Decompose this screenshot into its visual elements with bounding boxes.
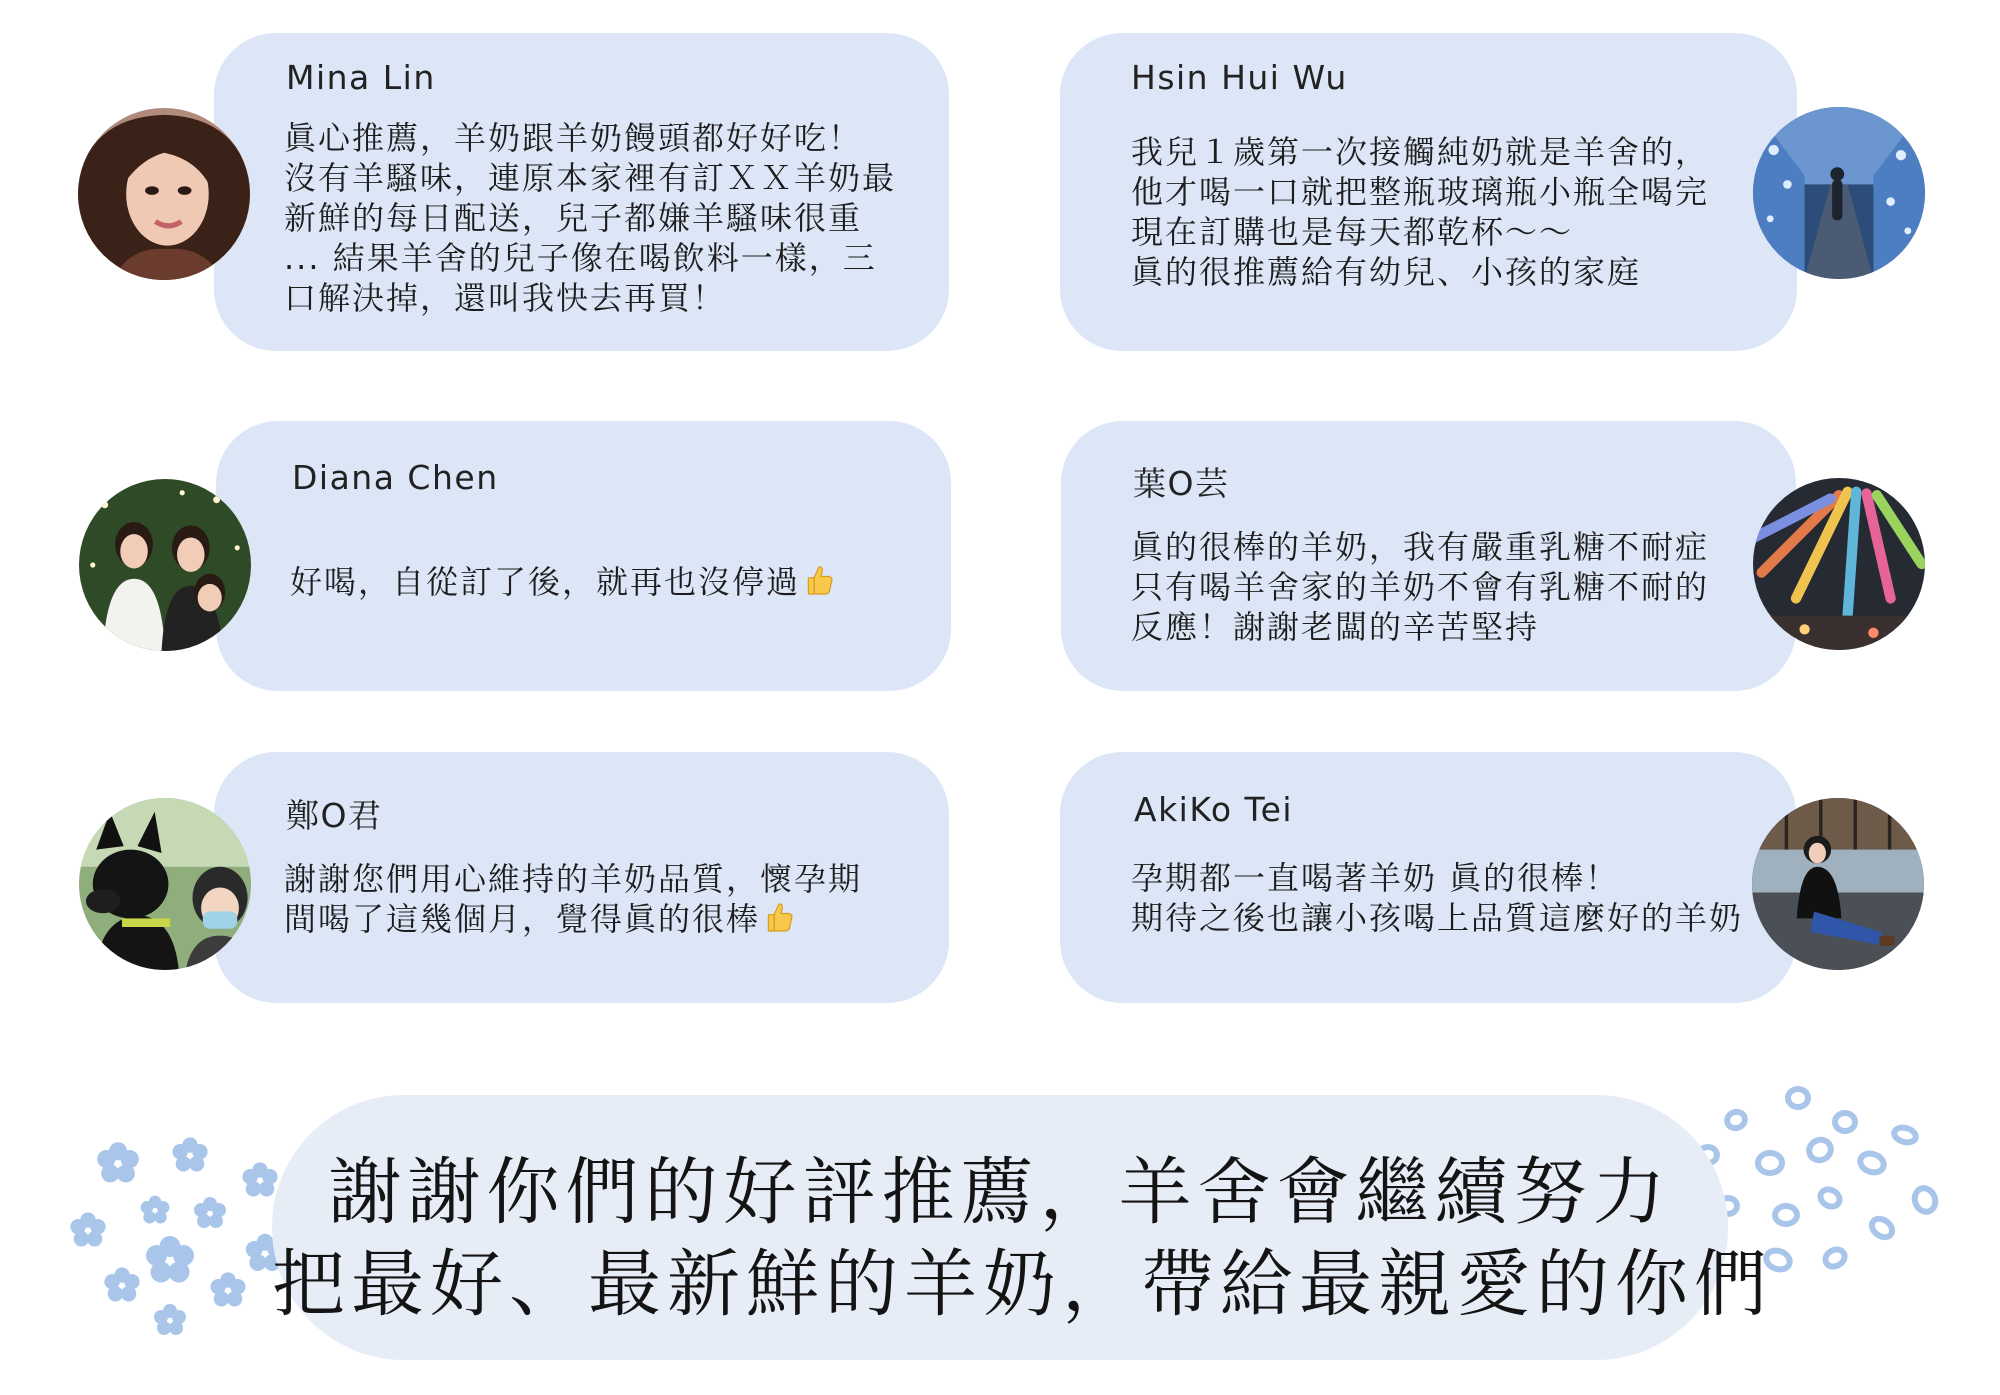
review-text: 眞的很棒的羊奶，我有嚴重乳糖不耐症 只有喝羊舍家的羊奶不會有乳糖不耐的 反應！謝謝老闆的辛苦堅持: [1131, 528, 1710, 646]
thank-you-banner: [272, 1095, 1773, 1360]
review-text: 我兒１歲第一次接觸純奶就是羊舍的， 他才喝一口就把整瓶玻璃瓶小瓶全喝完 現在訂購也是每天都乾杯～～ 眞的很推薦給有幼兒、小孩的家庭: [1131, 133, 1710, 291]
review-text: 孕期都一直喝著羊奶 眞的很棒！ 期待之後也讓小孩喝上品質這麼好的羊奶: [1131, 859, 1744, 937]
thumbs-up-emoji-icon: [766, 900, 794, 934]
review-text: 好喝，自從訂了後，就再也沒停過: [290, 562, 834, 602]
blue-flowers-cluster-icon: [60, 1125, 300, 1345]
person-sitting-station-photo-icon: [1752, 798, 1924, 970]
review-text: 眞心推薦，羊奶跟羊奶饅頭都好好吃！ 沒有羊騷味，連原本家裡有訂ＸＸ羊奶最 新鮮的每日配送，兒子都嫌羊騷味很重 ... 結果羊舍的兒子像在喝飲料一樣，三 口解決掉，還叫我快去再買！: [284, 119, 897, 317]
family-group-photo-icon: [79, 479, 251, 651]
reviewer-name: 葉O芸: [1133, 464, 1230, 503]
woman-portrait-photo-icon: [78, 108, 250, 280]
reviewer-name: Diana Chen: [292, 458, 499, 497]
dog-and-person-photo-icon: [79, 798, 251, 970]
reviewer-name: Hsin Hui Wu: [1131, 58, 1348, 97]
blue-lights-walkway-photo-icon: [1753, 107, 1925, 279]
thumbs-up-emoji-icon: [806, 563, 834, 597]
reviewer-name: 鄭O君: [286, 796, 383, 835]
review-text: 謝謝您們用心維持的羊奶品質，懷孕期 間喝了這幾個月，覺得眞的很棒: [284, 860, 863, 938]
banner-line-2: 把最好、最新鮮的羊奶，帶給最親愛的你們: [272, 1242, 1773, 1327]
reviewer-name: AkiKo Tei: [1134, 790, 1294, 829]
banner-line-1: 謝謝你們的好評推薦，羊舍會繼續努力: [328, 1150, 1672, 1235]
reviewer-name: Mina Lin: [286, 58, 436, 97]
lantern-street-night-photo-icon: [1753, 478, 1925, 650]
